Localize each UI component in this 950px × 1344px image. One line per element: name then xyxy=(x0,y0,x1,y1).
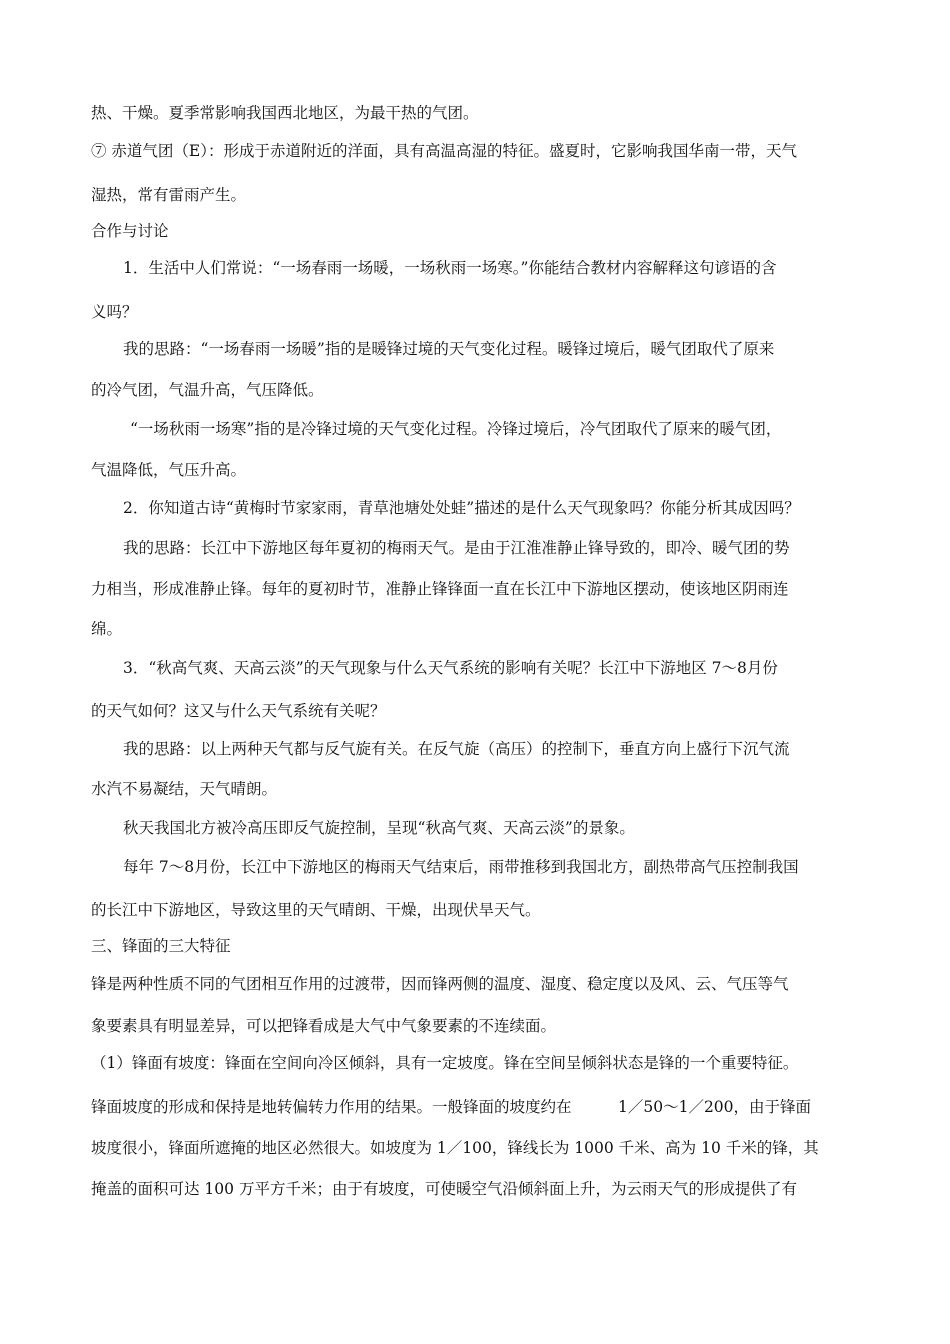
text-line: 的长江中下游地区，导致这里的天气晴朗、干燥，出现伏旱天气。 xyxy=(91,901,541,919)
text-line: 每年 7～8月份，长江中下游地区的梅雨天气结束后，雨带推移到我国北方，副热带高气压控制我国 xyxy=(123,858,799,876)
section-heading: 合作与讨论 xyxy=(91,222,169,240)
text-line: 我的思路：“一场春雨一场暖”指的是暖锋过境的天气变化过程。暖锋过境后，暖气团取代了原来 xyxy=(123,340,775,358)
text-line: 我的思路：以上两种天气都与反气旋有关。在反气旋（高压）的控制下，垂直方向上盛行下沉气流 xyxy=(123,740,790,758)
text-line: ⑦ 赤道气团（E）：形成于赤道附近的洋面，具有高温高湿的特征。盛夏时，它影响我国华南一带，天气 xyxy=(91,142,797,160)
text-line: 湿热，常有雷雨产生。 xyxy=(91,186,247,204)
section-heading: 三、锋面的三大特征 xyxy=(91,937,231,955)
text-line: 水汽不易凝结，天气晴朗。 xyxy=(91,780,278,798)
text-line: 掩盖的面积可达 100 万平方千米；由于有坡度，可使暖空气沿倾斜面上升，为云雨天气的形成提供了有 xyxy=(91,1180,797,1198)
text-line: “一场秋雨一场寒”指的是冷锋过境的天气变化过程。冷锋过境后，冷气团取代了原来的暖气团， xyxy=(130,420,782,438)
text-line: 气温降低，气压升高。 xyxy=(91,461,247,479)
text-line: 的冷气团，气温升高，气压降低。 xyxy=(91,381,324,399)
text-line: （1）锋面有坡度：锋面在空间向冷区倾斜，具有一定坡度。锋在空间呈倾斜状态是锋的一个重要特征。 xyxy=(91,1054,799,1072)
text-line: 3．“秋高气爽、天高云淡”的天气现象与什么天气系统的影响有关呢？长江中下游地区 7～8月份 xyxy=(123,659,778,677)
text-line: 绵。 xyxy=(91,620,123,638)
text-line: 1．生活中人们常说：“一场春雨一场暖，一场秋雨一场寒。”你能结合教材内容解释这句谚语的含 xyxy=(123,259,777,277)
text-line: 象要素具有明显差异，可以把锋看成是大气中气象要素的不连续面。 xyxy=(91,1017,557,1035)
text-line: 秋天我国北方被冷高压即反气旋控制，呈现“秋高气爽、天高云淡”的景象。 xyxy=(123,819,635,837)
text-line: 力相当，形成准静止锋。每年的夏初时节，准静止锋锋面一直在长江中下游地区摆动，使该地区阴雨连 xyxy=(91,580,789,598)
text-line: 我的思路：长江中下游地区每年夏初的梅雨天气。是由于江淮准静止锋导致的，即冷、暖气团的势 xyxy=(123,539,790,557)
text-line: 义吗？ xyxy=(91,303,138,321)
text-line: 坡度很小，锋面所遮掩的地区必然很大。如坡度为 1／100，锋线长为 1000 千米、高为 10 千米的锋，其 xyxy=(91,1139,819,1157)
text-line: 锋是两种性质不同的气团相互作用的过渡带，因而锋两侧的温度、湿度、稳定度以及风、云、气压等气 xyxy=(91,975,789,993)
text-line: 的天气如何？这又与什么天气系统有关呢？ xyxy=(91,702,386,720)
text-line: 锋面坡度的形成和保持是地转偏转力作用的结果。一般锋面的坡度约在 1／50～1／200，由于锋面 xyxy=(91,1098,812,1116)
text-line: 2．你知道古诗“黄梅时节家家雨，青草池塘处处蛙”描述的是什么天气现象吗？你能分析其成因吗？ xyxy=(123,499,800,517)
text-line: 热、干燥。夏季常影响我国西北地区，为最干热的气团。 xyxy=(91,104,479,122)
